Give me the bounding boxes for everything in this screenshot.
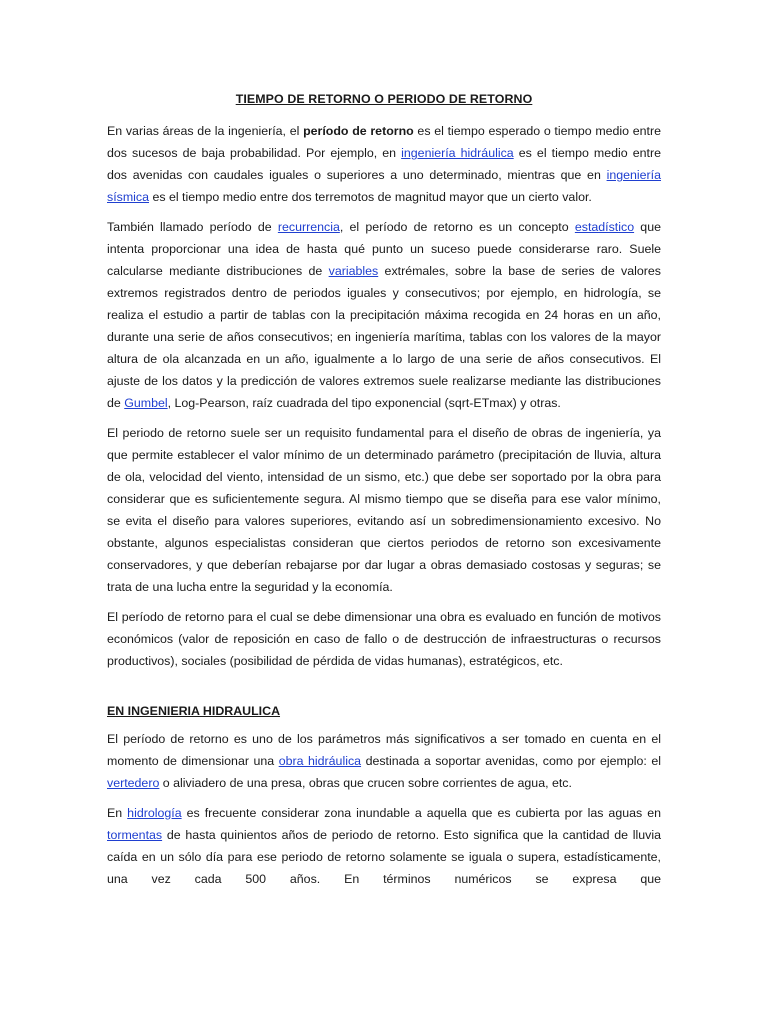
link-variables[interactable]: variables — [328, 264, 379, 278]
text-span: extrémales, sobre la base de series de valores extremos registrados dentro de periodos iguales y consecutivos; por ejemplo, en hidrología, se realiza el estudio a partir de tablas con la precipitación máxima recogida en 24 horas en un año, durante una serie de años consecutivos; en ingeniería marítima, tablas con los valores de la mayor altura de ola alcanzada en un año, igualmente a lo largo de una serie de años consecutivos. El ajuste de los datos y la predicción de valores extremos suele realizarse mediante las distribuciones de — [107, 264, 661, 410]
link-gumbel[interactable]: Gumbel — [124, 396, 168, 410]
text-span: de hasta quinientos años de periodo de retorno. Esto significa que la cantidad de lluvia caída en un sólo día para ese periodo de retorno solamente se iguala o supera, estadísticamente, una vez cada 500 años. En términos numéricos se expresa que — [107, 828, 661, 886]
paragraph-hidrologia — [107, 802, 661, 890]
link-estadistico[interactable]: estadístico — [574, 220, 635, 234]
paragraph-requisito: El periodo de retorno suele ser un requisito fundamental para el diseño de obras de ingeniería, ya que permite establecer el valor mínimo de un determinado parámetro (precipitación de lluvia, altura de ola, velocidad del viento, intensidad de un sismo, etc.) que debe ser soportado por la obra para considerar que es suficientemente segura. Al mismo tiempo que se diseña para ese valor mínimo, se evita el diseño para valores superiores, evitando así un sobredimensionamiento excesivo. No obstante, algunos especialistas consideran que ciertos periodos de retorno son excesivamente conservadores, y que deberían rebajarse por dar lugar a obras demasiado costosas y seguras; se trata de una lucha entre la seguridad y la economía. — [107, 426, 661, 594]
text-span: , el período de retorno es un concepto — [339, 220, 575, 234]
document-title: TIEMPO DE RETORNO O PERIODO DE RETORNO — [235, 92, 533, 106]
text-span: que intenta proporcionar una idea de hasta qué punto un suceso puede considerarse raro. Suele calcularse mediante distribuciones de — [107, 220, 661, 278]
text-span: El período de retorno es uno de los parámetros más significativos a ser tomado en cuenta en el momento de dimensionar una — [107, 732, 661, 768]
document-page — [107, 88, 661, 898]
paragraph-obra-hidraulica — [107, 728, 661, 794]
text-span: También llamado período de — [107, 220, 278, 234]
section-heading: EN INGENIERIA HIDRAULICA — [107, 704, 281, 718]
text-span: es el tiempo medio entre dos terremotos de magnitud mayor que un cierto valor. — [149, 190, 592, 204]
link-tormentas[interactable]: tormentas — [107, 828, 163, 842]
link-hidrologia[interactable]: hidrología — [127, 806, 182, 820]
link-recurrencia[interactable]: recurrencia — [277, 220, 340, 234]
text-span: , Log-Pearson, raíz cuadrada del tipo exponencial (sqrt-ETmax) y otras. — [167, 396, 561, 410]
link-vertedero[interactable]: vertedero — [107, 776, 160, 790]
link-ingenieria-sismica[interactable]: ingeniería sísmica — [107, 168, 661, 204]
link-obra-hidraulica[interactable]: obra hidráulica — [278, 754, 362, 768]
paragraph-definition — [107, 120, 661, 208]
text-span: es frecuente considerar zona inundable a aquella que es cubierta por las aguas en — [181, 806, 661, 820]
text-span: En varias áreas de la ingeniería, el — [107, 124, 304, 138]
text-span: En — [107, 806, 128, 820]
text-span: o aliviadero de una presa, obras que crucen sobre corrientes de agua, etc. — [159, 776, 572, 790]
text-span: es el tiempo medio entre dos avenidas con caudales iguales o superiores a uno determinado, mientras que en — [107, 146, 661, 182]
paragraph-recurrencia — [107, 216, 661, 414]
paragraph-dimensionar: El período de retorno para el cual se debe dimensionar una obra es evaluado en función de motivos económicos (valor de reposición en caso de fallo o de destrucción de infraestructuras o recursos productivos), sociales (posibilidad de pérdida de vidas humanas), estratégicos, etc. — [107, 610, 661, 668]
text-span: destinada a soportar avenidas, como por ejemplo: el — [361, 754, 662, 768]
link-ingenieria-hidraulica[interactable]: ingeniería hidráulica — [401, 146, 514, 160]
bold-term: período de retorno — [303, 124, 414, 138]
text-span: es el tiempo esperado o tiempo medio entre dos sucesos de baja probabilidad. Por ejemplo, en — [107, 124, 662, 160]
